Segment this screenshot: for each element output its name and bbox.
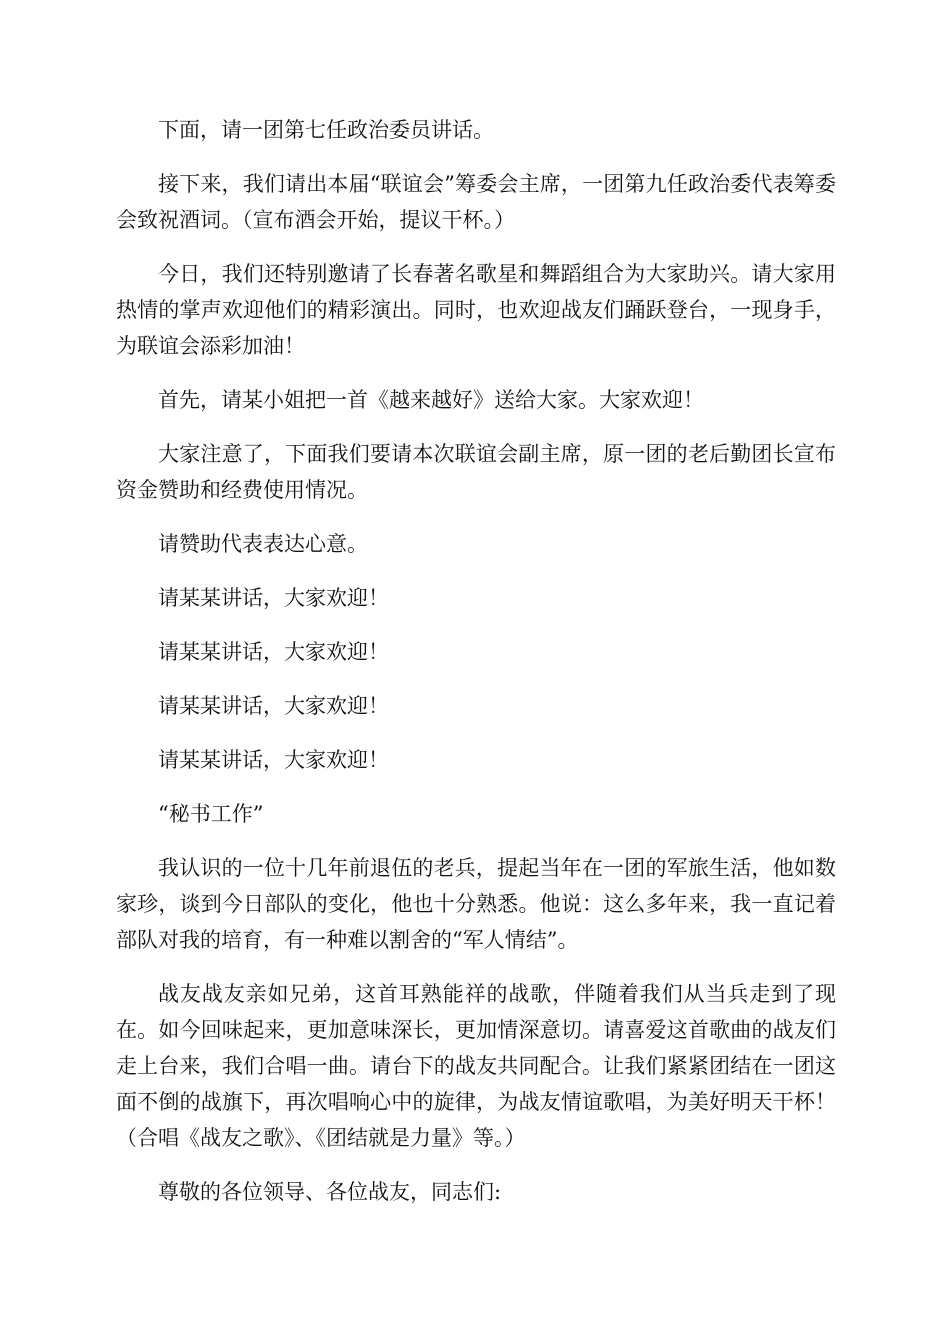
section-heading: “秘书工作” xyxy=(158,802,264,826)
paragraph-12: 我认识的一位十几年前退伍的老兵，提起当年在一团的军旅生活，他如数家珍，谈到今日部队的变化，他也十分熟悉。他说：这么多年来，我一直记着部队对我的培育，有一种难以割舍的“军人情结”。 xyxy=(116,856,836,952)
paragraph-14: 尊敬的各位领导、各位战友，同志们: xyxy=(158,1180,502,1204)
paragraph-7: 请某某讲话，大家欢迎！ xyxy=(158,586,389,610)
document-body xyxy=(116,112,836,1228)
paragraph-1: 下面，请一团第七任政治委员讲话。 xyxy=(158,118,494,142)
paragraph-8: 请某某讲话，大家欢迎！ xyxy=(158,640,389,664)
paragraph-3: 今日，我们还特别邀请了长春著名歌星和舞蹈组合为大家助兴。请大家用热情的掌声欢迎他们的精彩演出。同时，也欢迎战友们踊跃登台，一现身手，为联谊会添彩加油！ xyxy=(116,262,836,358)
paragraph-10: 请某某讲话，大家欢迎！ xyxy=(158,748,389,772)
paragraph-13: 战友战友亲如兄弟，这首耳熟能祥的战歌，伴随着我们从当兵走到了现在。如今回味起来，更加意味深长，更加情深意切。请喜爱这首歌曲的战友们走上台来，我们合唱一曲。请台下的战友共同配合。让我们紧紧团结在一团这面不倒的战旗下，再次唱响心中的旋律，为战友情谊歌唱，为美好明天干杯！（合唱《战友之歌》、《团结就是力量》等。） xyxy=(116,982,836,1150)
paragraph-4: 首先，请某小姐把一首《越来越好》送给大家。大家欢迎！ xyxy=(158,388,704,412)
paragraph-5: 大家注意了，下面我们要请本次联谊会副主席，原一团的老后勤团长宣布资金赞助和经费使用情况。 xyxy=(116,442,836,502)
paragraph-2: 接下来，我们请出本届“联谊会”筹委会主席，一团第九任政治委代表筹委会致祝酒词。（宣布酒会开始，提议干杯。） xyxy=(116,172,836,232)
paragraph-6: 请赞助代表表达心意。 xyxy=(158,532,368,556)
paragraph-9: 请某某讲话，大家欢迎！ xyxy=(158,694,389,718)
